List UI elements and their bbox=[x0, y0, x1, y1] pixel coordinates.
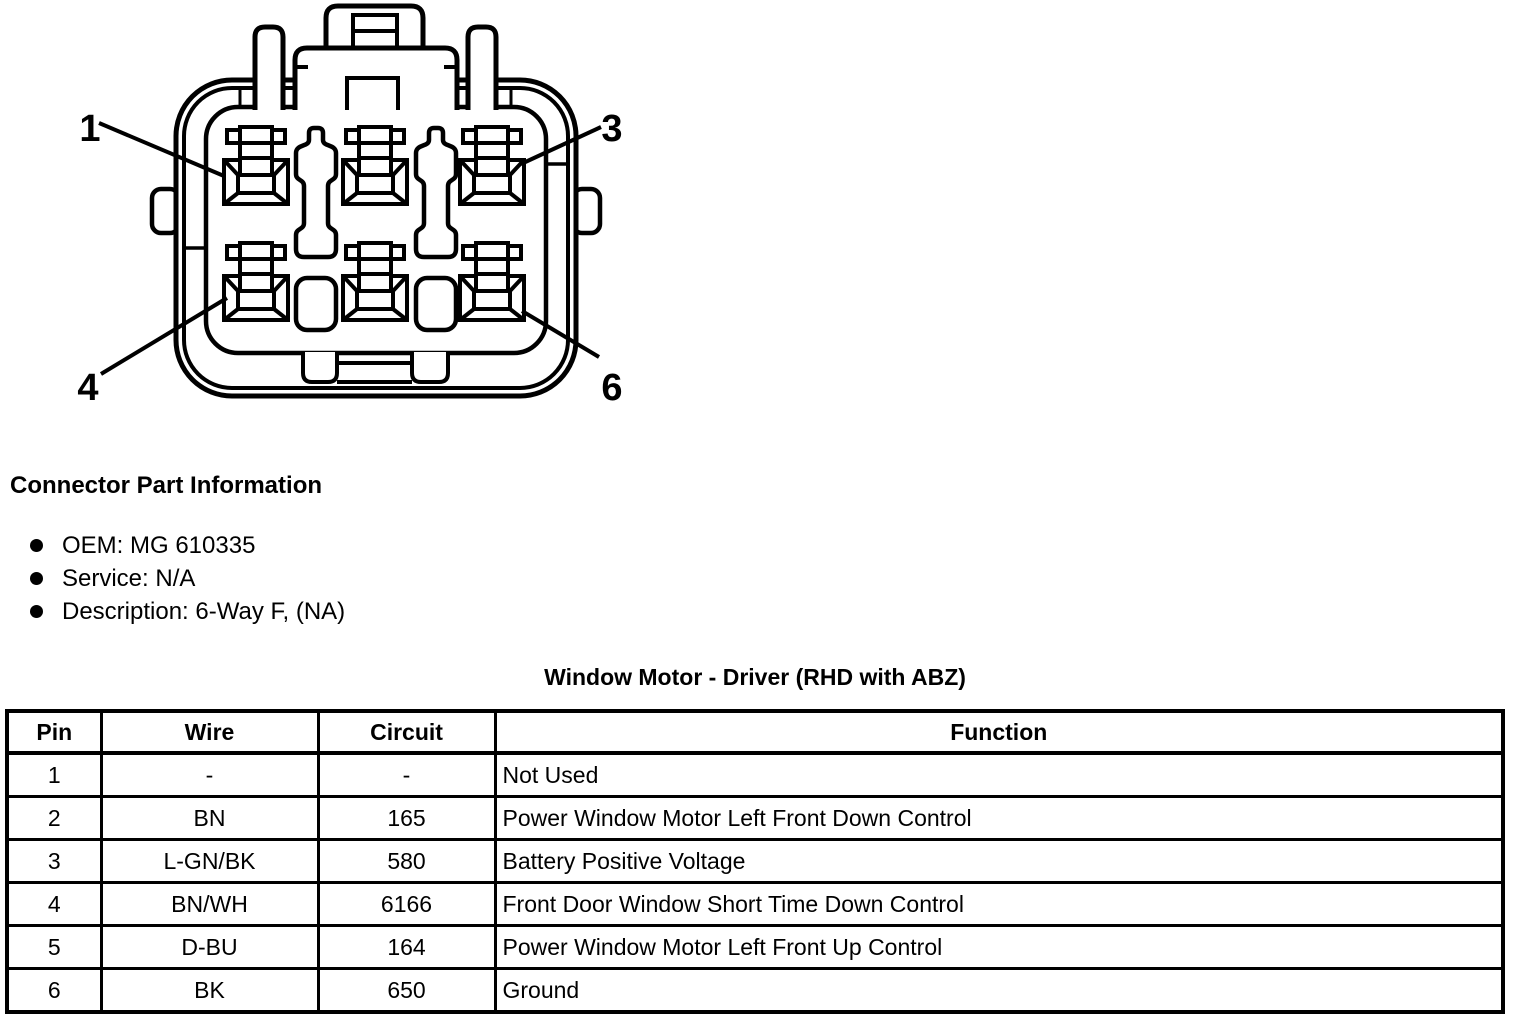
cell-pin: 2 bbox=[7, 797, 101, 840]
cell-circuit: 165 bbox=[318, 797, 495, 840]
table-row bbox=[7, 969, 1503, 1013]
terminal-3 bbox=[460, 127, 524, 204]
cell-wire: L-GN/BK bbox=[101, 840, 318, 883]
pinout-table bbox=[5, 709, 1505, 1014]
cell-circuit: 650 bbox=[318, 969, 495, 1013]
cell-function: Front Door Window Short Time Down Control bbox=[495, 883, 1503, 926]
keyway-pocket-left bbox=[296, 278, 336, 330]
part-info-oem: OEM: MG 610335 bbox=[62, 532, 256, 559]
table-row bbox=[7, 883, 1503, 926]
cell-wire: BN bbox=[101, 797, 318, 840]
cell-wire: D-BU bbox=[101, 926, 318, 969]
table-row bbox=[7, 840, 1503, 883]
table-row bbox=[7, 926, 1503, 969]
list-item bbox=[28, 562, 345, 595]
callout-label-3: 3 bbox=[601, 108, 623, 150]
cell-function: Not Used bbox=[495, 753, 1503, 797]
cell-circuit: 580 bbox=[318, 840, 495, 883]
cell-pin: 4 bbox=[7, 883, 101, 926]
callout-label-4: 4 bbox=[77, 367, 99, 409]
cell-circuit: 6166 bbox=[318, 883, 495, 926]
callout-label-1: 1 bbox=[79, 108, 101, 150]
part-info-heading: Connector Part Information bbox=[10, 472, 323, 499]
column-header-wire: Wire bbox=[101, 711, 318, 753]
cell-wire: BN/WH bbox=[101, 883, 318, 926]
cell-pin: 6 bbox=[7, 969, 101, 1013]
cell-pin: 1 bbox=[7, 753, 101, 797]
cell-circuit: 164 bbox=[318, 926, 495, 969]
cell-pin: 3 bbox=[7, 840, 101, 883]
cell-wire: - bbox=[101, 753, 318, 797]
keyway-slot-left bbox=[296, 128, 336, 257]
table-header-row bbox=[7, 711, 1503, 753]
table-row bbox=[7, 797, 1503, 840]
table-row bbox=[7, 753, 1503, 797]
connector-diagram bbox=[0, 0, 660, 420]
bullet-icon bbox=[30, 605, 43, 618]
part-info-list bbox=[28, 529, 345, 628]
list-item bbox=[28, 595, 345, 628]
cell-function: Power Window Motor Left Front Down Control bbox=[495, 797, 1503, 840]
cell-function: Ground bbox=[495, 969, 1503, 1013]
keyway-pocket-right bbox=[416, 278, 456, 330]
pinout-table-title: Window Motor - Driver (RHD with ABZ) bbox=[544, 664, 966, 690]
cell-circuit: - bbox=[318, 753, 495, 797]
cell-function: Battery Positive Voltage bbox=[495, 840, 1503, 883]
column-header-circuit: Circuit bbox=[318, 711, 495, 753]
column-header-pin: Pin bbox=[7, 711, 101, 753]
cell-wire: BK bbox=[101, 969, 318, 1013]
terminal-6 bbox=[460, 243, 524, 320]
cell-function: Power Window Motor Left Front Up Control bbox=[495, 926, 1503, 969]
connector-lock bbox=[295, 6, 457, 110]
post-left bbox=[255, 27, 283, 110]
terminal-1 bbox=[224, 127, 288, 204]
terminal-5 bbox=[343, 243, 407, 320]
bullet-icon bbox=[30, 539, 43, 552]
cell-pin: 5 bbox=[7, 926, 101, 969]
terminal-4 bbox=[224, 243, 288, 320]
bullet-icon bbox=[30, 572, 43, 585]
callout-label-6: 6 bbox=[601, 367, 623, 409]
column-header-function: Function bbox=[495, 711, 1503, 753]
part-info-description: Description: 6-Way F, (NA) bbox=[62, 598, 346, 625]
keyway-slot-right bbox=[416, 128, 456, 257]
post-right bbox=[468, 27, 496, 110]
list-item bbox=[28, 529, 345, 562]
terminal-2 bbox=[343, 127, 407, 204]
part-info-service: Service: N/A bbox=[62, 565, 196, 592]
